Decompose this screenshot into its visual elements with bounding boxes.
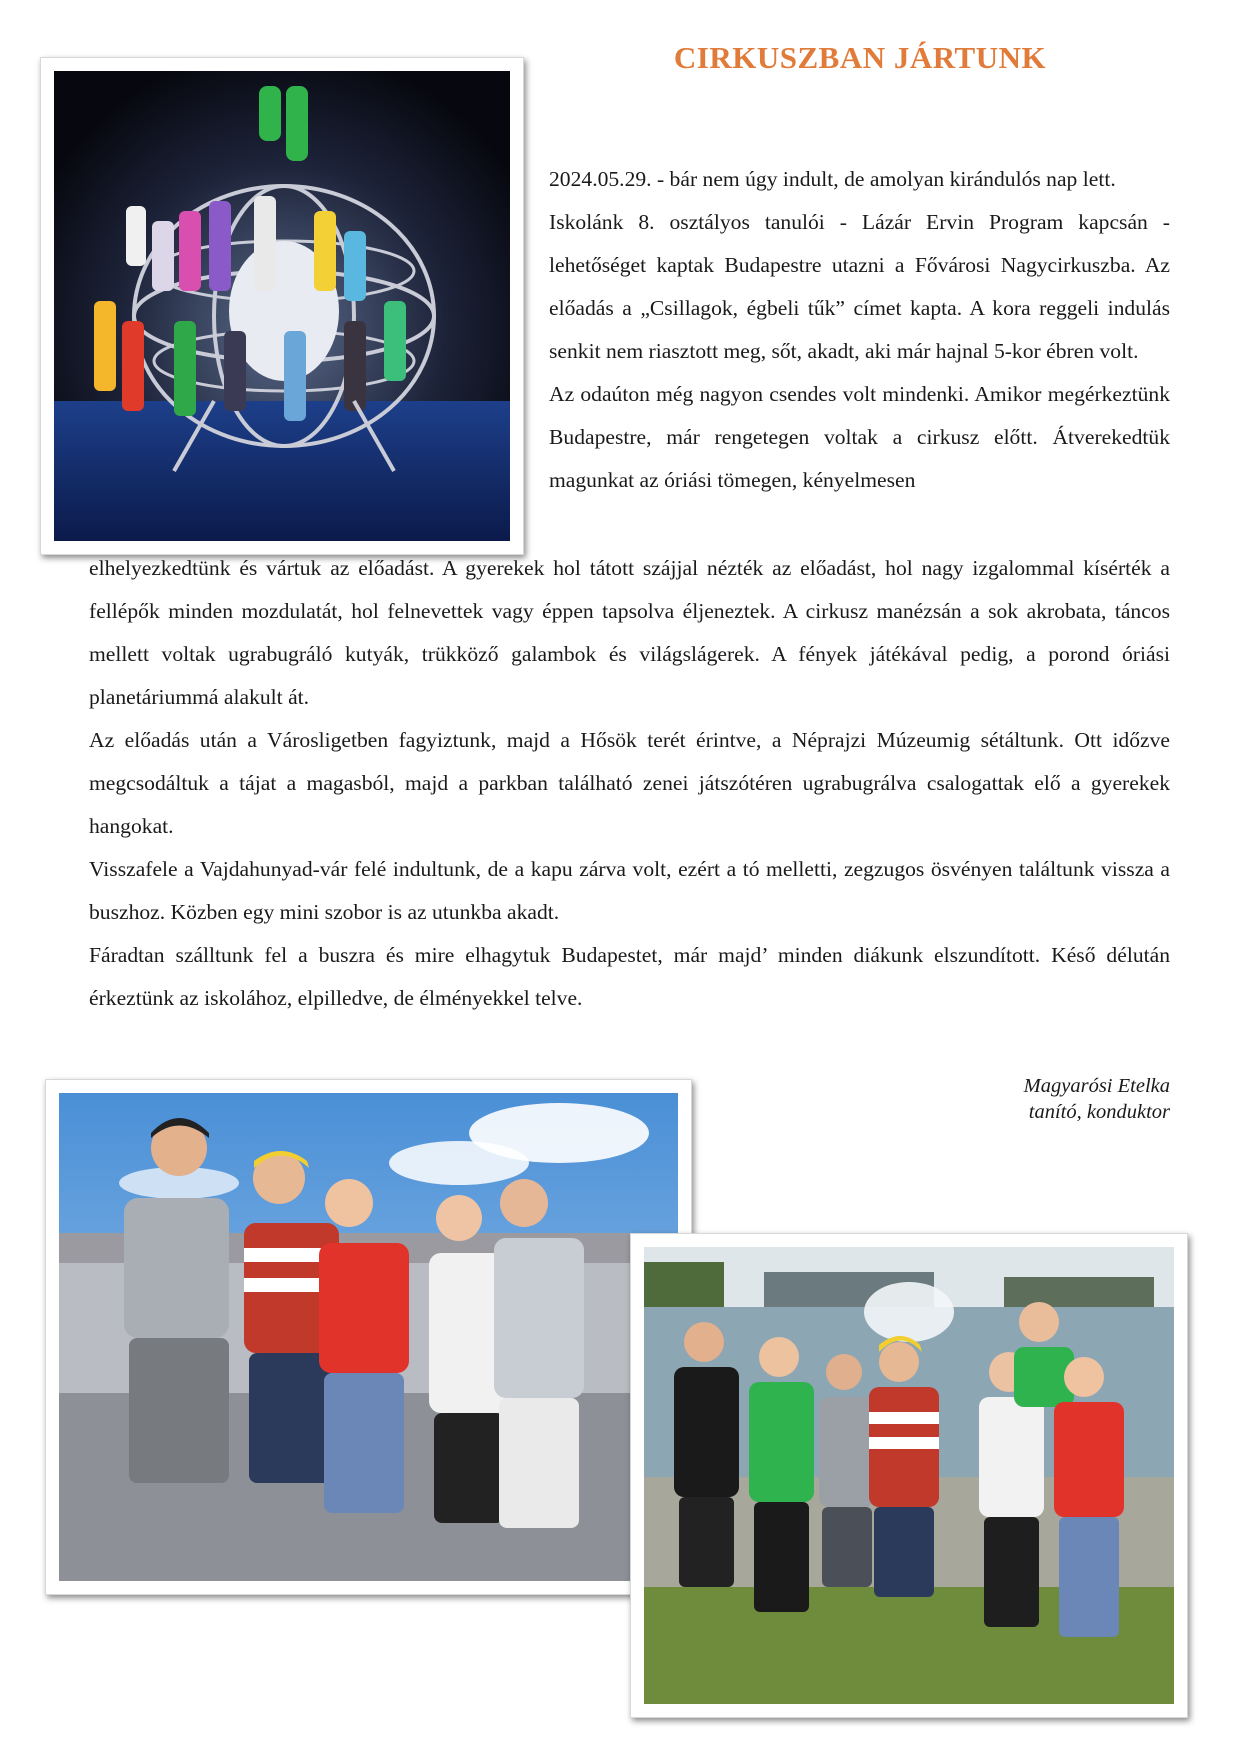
signature-name: Magyarósi Etelka — [1023, 1075, 1170, 1097]
paragraph: Az előadás után a Városligetben fagyiztunk, majd a Hősök terét érintve, a Néprajzi Múzeumig sétáltunk. Ott időzve megcsodáltuk a tájat a magasból, majd a parkban található zenei játszótéren ugrabugrálva csalogattak elő a gyerekek hangokat. — [89, 728, 1170, 838]
group-photo-terrace-image — [59, 1093, 678, 1581]
group-photo-lake-image — [644, 1247, 1174, 1704]
paragraph: Az odaúton még nagyon csendes volt mindenki. Amikor megérkeztünk Budapestre, már rengetegen voltak a cirkusz előtt. Átverekedtük magunkat az óriási tömegen, kényelmesen — [549, 382, 1170, 492]
paragraph: elhelyezkedtünk és vártuk az előadást. A gyerekek hol tátott szájjal nézték az előadást, hol nagy izgalommal kísérték a fellépők minden mozdulatát, hol felnevettek vagy éppen tapsolva éljeneztek. A cirkusz manézsán a sok akrobata, táncos mellett voltak ugrabugráló kutyák, trükköző galambok és világslágerek. A fények játékával pedig, a porond óriási planetáriummá alakult át. — [89, 556, 1170, 709]
article-title: CIRKUSZBAN JÁRTUNK — [673, 40, 1047, 75]
circus-photo-image — [54, 71, 510, 541]
signature-role: tanító, konduktor — [1028, 1101, 1170, 1123]
group-photo-lake — [630, 1233, 1188, 1718]
paragraph: 2024.05.29. - bár nem úgy indult, de amolyan kirándulós nap lett. — [549, 167, 1116, 191]
paragraph: Fáradtan szálltunk fel a buszra és mire elhagytuk Budapestet, már majd’ minden diákunk elszundított. Késő délután érkeztünk az iskolához, elpilledve, de élményekkel telve. — [89, 943, 1170, 1010]
article-intro — [549, 158, 1170, 502]
paragraph: Iskolánk 8. osztályos tanulói - Lázár Ervin Program kapcsán - lehetőséget kaptak Budapestre utazni a Fővárosi Nagycirkuszba. Az előadás a „Csillagok, égbeli tűk” címet kapta. A kora reggeli indulás senkit nem riasztott meg, sőt, akadt, aki már hajnal 5-kor ébren volt. — [549, 210, 1170, 363]
group-photo-terrace — [45, 1079, 692, 1595]
signature — [860, 1073, 1170, 1125]
circus-photo — [40, 57, 524, 555]
article-body — [89, 547, 1170, 1020]
paragraph: Visszafele a Vajdahunyad-vár felé indultunk, de a kapu zárva volt, ezért a tó melletti, zegzugos ösvényen találtunk vissza a buszhoz. Közben egy mini szobor is az utunkba akadt. — [89, 857, 1170, 924]
